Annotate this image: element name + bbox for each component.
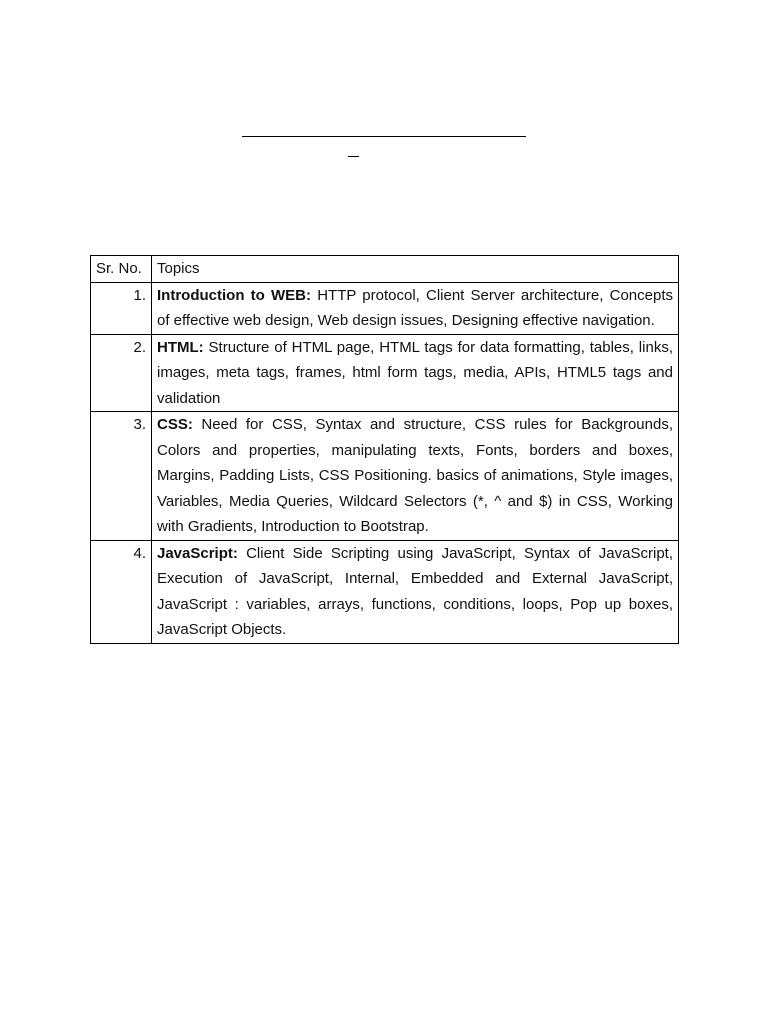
- table-row: [91, 412, 679, 541]
- topic-title: Introduction to WEB:: [157, 286, 312, 304]
- table-row: [91, 282, 679, 334]
- row-number: 4.: [91, 540, 152, 643]
- table-row: [91, 334, 679, 412]
- topic-text: Client Side Scripting using JavaScript, Syntax of JavaScript, Execution of JavaScript, Internal, Embedded and External JavaScript, JavaScript : variables, arrays, functions, conditions, loops, Pop up boxes, JavaScript Objects.: [157, 544, 673, 638]
- header-srno: Sr. No.: [91, 256, 152, 283]
- table-header-row: [91, 256, 679, 283]
- topic-title: JavaScript:: [157, 544, 238, 562]
- row-topic: [152, 334, 679, 412]
- topic-text: Structure of HTML page, HTML tags for data formatting, tables, links, images, meta tags, frames, html form tags, media, APIs, HTML5 tags and validation: [157, 338, 673, 407]
- topic-title: CSS:: [157, 416, 193, 433]
- row-topic: [152, 282, 679, 334]
- topic-text: Need for CSS, Syntax and structure, CSS rules for Backgrounds, Colors and properties, manipulating texts, Fonts, borders and boxes, Margins, Padding Lists, CSS Positioning. basics of animations, Style images, Variables, Media Queries, Wildcard Selectors (*, ^ and $) in CSS, Working with Gradients, Introduction to Bootstrap.: [157, 416, 673, 535]
- title-underline: [242, 136, 526, 137]
- table-row: [91, 540, 679, 643]
- row-topic: [152, 412, 679, 541]
- row-number: 3.: [91, 412, 152, 541]
- topic-title: HTML:: [157, 338, 204, 356]
- row-number: 2.: [91, 334, 152, 412]
- row-number: 1.: [91, 282, 152, 334]
- topic-text: HTTP protocol, Client Server architecture, Concepts of effective web design, Web design issues, Designing effective navigation.: [157, 286, 673, 329]
- row-topic: [152, 540, 679, 643]
- header-topics: Topics: [152, 256, 679, 283]
- syllabus-table: [90, 255, 679, 644]
- subtitle-dash: [348, 156, 359, 157]
